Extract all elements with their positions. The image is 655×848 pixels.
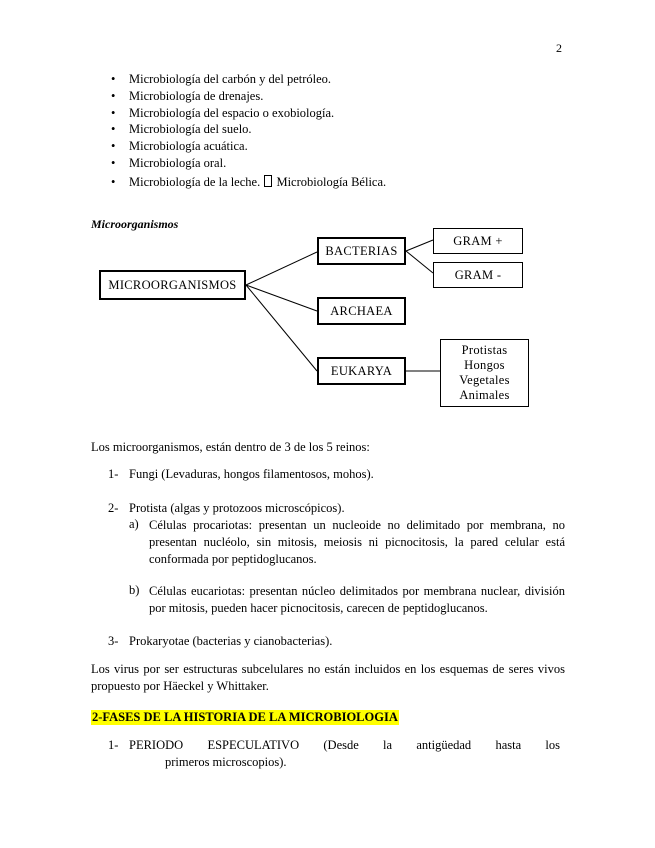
list-item: • Microbiología del espacio o exobiología.	[111, 105, 386, 122]
list-item: • Microbiología del carbón y del petróleo.	[111, 71, 386, 88]
virus-paragraph: Los virus por ser estructuras subcelulares no están incluidos en los esquemas de seres vivos propuesto por Häeckel y Whittaker.	[91, 662, 565, 694]
section-heading: Microorganismos	[91, 217, 179, 231]
connector-line	[246, 252, 317, 285]
list-item: • Microbiología del suelo.	[111, 121, 386, 138]
eukarya-groups-box: Protistas Hongos Vegetales Animales	[440, 339, 529, 407]
periodo-line: PERIODO ESPECULATIVO (Desde la antigüedad hasta los	[129, 738, 560, 752]
gram-positive-box: GRAM +	[433, 228, 523, 254]
list-item-text: Prokaryotae (bacterias y cianobacterias).	[129, 634, 333, 648]
list-item: • Microbiología de la leche. Microbiología Bélica.	[111, 174, 386, 191]
list-number: 1-	[108, 738, 119, 752]
connector-line	[406, 251, 433, 273]
history-heading: 2-FASES DE LA HISTORIA DE LA MICROBIOLOGIA	[92, 710, 398, 724]
list-number: 2-	[108, 501, 119, 515]
sub-list-letter: b)	[129, 583, 140, 597]
gram-negative-box: GRAM -	[433, 262, 523, 288]
sub-list-text: Células procariotas: presentan un nucleoide no delimitado por membrana, no presentan nucléolo, sin mitosis, meiosis ni picnocitosis, la pared celular está conformada por peptidoglucanos.	[149, 518, 565, 567]
bacterias-box: BACTERIAS	[317, 237, 406, 265]
intro-text: Los microorganismos, están dentro de 3 de los 5 reinos:	[91, 440, 370, 454]
archaea-box: ARCHAEA	[317, 297, 406, 325]
list-item: • Microbiología de drenajes.	[111, 88, 386, 105]
connector-line	[406, 240, 433, 251]
list-number: 1-	[108, 467, 119, 481]
list-item: • Microbiología acuática.	[111, 138, 386, 155]
sub-list-text: Células eucariotas: presentan núcleo delimitados por membrana nuclear, división por mitosis, pueden hacer picnocitosis, carecen de peptidoglucanos.	[149, 584, 565, 616]
list-item-text: Protista (algas y protozoos microscópicos).	[129, 501, 345, 515]
eukarya-box: EUKARYA	[317, 357, 406, 385]
sub-list-letter: a)	[129, 517, 139, 531]
microorganismos-box: MICROORGANISMOS	[99, 270, 246, 300]
list-number: 3-	[108, 634, 119, 648]
list-item: • Microbiología oral.	[111, 155, 386, 172]
list-item-text: Fungi (Levaduras, hongos filamentosos, mohos).	[129, 467, 374, 481]
periodo-line-continuation: primeros microscopios).	[165, 755, 287, 769]
page-number: 2	[556, 41, 562, 55]
